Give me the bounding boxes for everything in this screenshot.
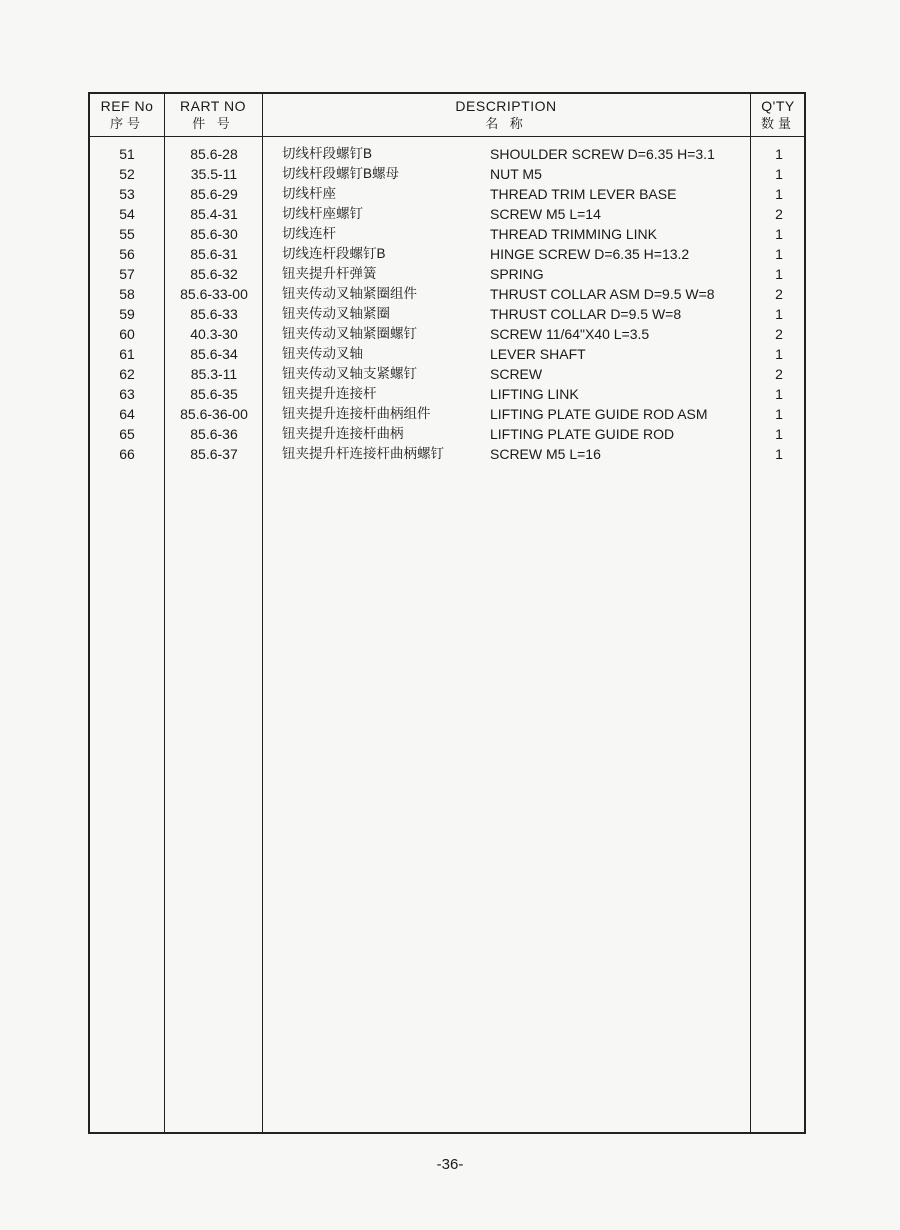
ref-number: 66: [119, 446, 135, 462]
header-description: [262, 98, 750, 132]
name-chinese: 钮夹提升连接杆: [282, 386, 377, 401]
header-qty-zh: 数量: [760, 116, 795, 131]
name-chinese: 切线连杆: [282, 226, 336, 241]
name-english: SCREW M5 L=16: [490, 446, 601, 462]
part-number: 40.3-30: [190, 326, 238, 342]
part-number: 85.6-29: [190, 186, 238, 202]
ref-number: 61: [119, 346, 135, 362]
name-english: THREAD TRIMMING LINK: [490, 226, 657, 242]
ref-number: 65: [119, 426, 135, 442]
table-row: [90, 364, 804, 384]
header-ref-en: REF No: [100, 98, 154, 114]
ref-number: 52: [119, 166, 135, 182]
part-number: 85.6-36: [190, 426, 238, 442]
name-english: THRUST COLLAR D=9.5 W=8: [490, 306, 682, 322]
part-number: 85.6-33: [190, 306, 238, 322]
quantity: 1: [775, 346, 783, 362]
header-part: [164, 98, 262, 132]
name-chinese: 钮夹传动叉轴: [282, 346, 363, 361]
table-row: [90, 244, 804, 264]
table-row: [90, 404, 804, 424]
part-number: 85.6-28: [190, 146, 238, 162]
name-chinese: 切线杆座: [282, 186, 336, 201]
ref-number: 64: [119, 406, 135, 422]
ref-number: 53: [119, 186, 135, 202]
name-english: LIFTING PLATE GUIDE ROD ASM: [490, 406, 708, 422]
part-number: 85.3-11: [190, 366, 238, 382]
name-chinese: 钮夹提升杆弹簧: [282, 266, 377, 281]
part-number: 35.5-11: [190, 166, 238, 182]
table-row: [90, 184, 804, 204]
quantity: 1: [775, 186, 783, 202]
table-row: [90, 424, 804, 444]
header-part-zh: 件 号: [192, 116, 234, 131]
table-row: [90, 384, 804, 404]
part-number: 85.6-32: [190, 266, 238, 282]
ref-number: 62: [119, 366, 135, 382]
ref-number: 56: [119, 246, 135, 262]
table-row: [90, 304, 804, 324]
name-chinese: 钮夹传动叉轴紧圈组件: [282, 286, 417, 301]
header-part-en: RART NO: [180, 98, 246, 114]
part-number: 85.6-33-00: [180, 286, 248, 302]
table-row: [90, 444, 804, 464]
name-english: SPRING: [490, 266, 544, 282]
header-divider: [90, 136, 804, 137]
header-ref-zh: 序号: [109, 116, 144, 131]
ref-number: 54: [119, 206, 135, 222]
quantity: 1: [775, 386, 783, 402]
ref-number: 63: [119, 386, 135, 402]
part-number: 85.4-31: [190, 206, 238, 222]
part-number: 85.6-35: [190, 386, 238, 402]
name-english: NUT M5: [490, 166, 542, 182]
quantity: 2: [775, 366, 783, 382]
name-english: THREAD TRIM LEVER BASE: [490, 186, 677, 202]
name-english: LIFTING LINK: [490, 386, 579, 402]
ref-number: 51: [119, 146, 135, 162]
quantity: 1: [775, 446, 783, 462]
table-row: [90, 164, 804, 184]
part-number: 85.6-36-00: [180, 406, 248, 422]
name-english: SCREW: [490, 366, 543, 382]
name-english: SHOULDER SCREW D=6.35 H=3.1: [490, 146, 715, 162]
name-english: LEVER SHAFT: [490, 346, 586, 362]
name-english: THRUST COLLAR ASM D=9.5 W=8: [490, 286, 715, 302]
part-number: 85.6-34: [190, 346, 238, 362]
table-row: [90, 204, 804, 224]
part-number: 85.6-31: [190, 246, 238, 262]
page-number: -36-: [436, 1156, 464, 1173]
ref-number: 60: [119, 326, 135, 342]
name-chinese: 切线连杆段螺钉B: [282, 246, 386, 261]
part-number: 85.6-37: [190, 446, 238, 462]
name-english: SCREW 11/64"X40 L=3.5: [490, 326, 650, 342]
name-chinese: 钮夹传动叉轴紧圈: [282, 306, 390, 321]
name-chinese: 钮夹提升连接杆曲柄: [282, 426, 404, 441]
header-qty: [750, 98, 806, 132]
quantity: 1: [775, 426, 783, 442]
parts-table: [88, 92, 806, 1134]
table-row: [90, 144, 804, 164]
name-chinese: 钮夹提升杆连接杆曲柄螺钉: [282, 446, 444, 461]
header-description-zh: 名 称: [485, 116, 527, 131]
table-row: [90, 224, 804, 244]
header-ref: [90, 98, 164, 132]
name-chinese: 切线杆段螺钉B: [282, 146, 373, 161]
name-chinese: 钮夹传动叉轴紧圈螺钉: [282, 326, 417, 341]
table-row: [90, 344, 804, 364]
name-chinese: 钮夹提升连接杆曲柄组件: [282, 406, 431, 421]
table-row: [90, 284, 804, 304]
table-row: [90, 264, 804, 284]
quantity: 1: [775, 406, 783, 422]
ref-number: 57: [119, 266, 135, 282]
name-english: SCREW M5 L=14: [490, 206, 601, 222]
name-english: LIFTING PLATE GUIDE ROD: [490, 426, 675, 442]
quantity: 1: [775, 266, 783, 282]
quantity: 1: [775, 306, 783, 322]
quantity: 2: [775, 326, 783, 342]
quantity: 2: [775, 206, 783, 222]
name-chinese: 钮夹传动叉轴支紧螺钉: [282, 366, 417, 381]
name-english: HINGE SCREW D=6.35 H=13.2: [490, 246, 690, 262]
quantity: 1: [775, 166, 783, 182]
header-qty-en: Q'TY: [761, 98, 795, 114]
ref-number: 55: [119, 226, 135, 242]
header-description-en: DESCRIPTION: [455, 98, 557, 114]
name-chinese: 切线杆座螺钉: [282, 206, 363, 221]
name-chinese: 切线杆段螺钉B螺母: [282, 166, 400, 181]
ref-number: 59: [119, 306, 135, 322]
quantity: 1: [775, 146, 783, 162]
ref-number: 58: [119, 286, 135, 302]
table-row: [90, 324, 804, 344]
quantity: 1: [775, 226, 783, 242]
quantity: 1: [775, 246, 783, 262]
part-number: 85.6-30: [190, 226, 238, 242]
quantity: 2: [775, 286, 783, 302]
